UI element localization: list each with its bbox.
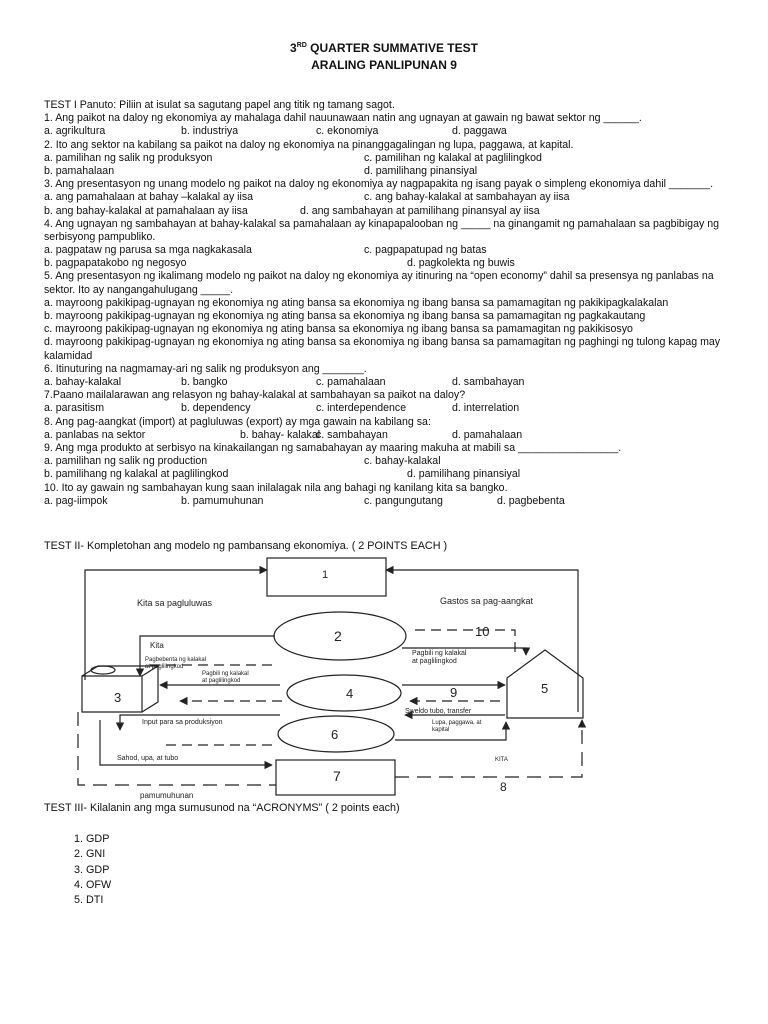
q5-option-a: a. mayroong pakikipag-ugnayan ng ekonomiya ng ating bansa sa ekonomiya ng ibang bansa sa pamamagitan ng pakikipagkalakalan [44, 296, 669, 309]
q7-option-b: b. dependency [181, 402, 251, 415]
q10-option-d: d. pagbebenta [497, 494, 565, 507]
question-2-options-row-2 [44, 165, 734, 178]
label-lupa-paggawa: Lupa, paggawa, at [432, 720, 482, 726]
q6-option-a: a. bahay-kalakal [44, 376, 122, 389]
question-2-options-row-1 [44, 152, 734, 165]
label-3: 3 [114, 690, 122, 705]
label-kapital: kapital [432, 727, 450, 733]
q3-option-c: c. ang bahay-kalakal at sambahayan ay iisa [364, 191, 570, 204]
title-quarter-number: 3 [290, 41, 297, 55]
question-4-options-row-1 [44, 244, 734, 257]
acronym-item: 1. GDP [86, 832, 111, 847]
question-9: 9. Ang mga produkto at serbisyo na kinakailangan ng samabahayan ay maaring makuha at mabili sa _________________. [44, 441, 622, 454]
label-sweldo: Sweldo tubo, transfer [405, 708, 472, 715]
q4-option-a: a. pagpataw ng parusa sa mga nagkakasala [44, 244, 252, 257]
q9-option-d: d. pamilihang pinansiyal [407, 468, 521, 481]
question-7-options [44, 402, 734, 415]
label-1: 1 [322, 569, 329, 581]
q9-option-b: b. pamilihang ng kalakal at paglilingkod [44, 468, 229, 481]
label-6: 6 [331, 727, 339, 742]
question-3: 3. Ang presentasyon ng unang modelo ng paikot na daloy ng ekonomiya ay nagpapakita ng isang payak o simpleng ekonomiya dahil _______. [44, 178, 714, 191]
q9-option-c: c. bahay-kalakal [364, 455, 441, 468]
label-pagbebenta-line-2: at paglilingkod [145, 664, 184, 670]
acronym-list [62, 832, 111, 908]
label-8: 8 [500, 780, 507, 794]
q3-option-d: d. ang sambahayan at pamilihang pinansyal ay iisa [300, 204, 540, 217]
q7-option-c: c. interdependence [316, 402, 407, 415]
q3-option-a: a. ang pamahalaan at bahay –kalakal ay iisa [44, 191, 254, 204]
q8-option-a: a. panlabas na sektor [44, 428, 146, 441]
q10-option-b: b. pamumuhunan [181, 494, 264, 507]
question-2: 2. Ito ang sektor na kabilang sa paikot na daloy ng ekonomiya na pinanggagalingan ng lupa, paggawa, at kapital. [44, 138, 574, 151]
firm-box-3 [82, 676, 142, 712]
label-10: 10 [475, 624, 490, 639]
q1-option-c: c. ekonomiya [316, 125, 379, 138]
q6-option-d: d. sambahayan [452, 376, 525, 389]
test-1-section [44, 99, 734, 508]
label-input-para-sa-produksiyon: Input para sa produksiyon [142, 719, 223, 726]
question-1-options [44, 125, 734, 138]
test-1-instructions: TEST I Panuto: Piliin at isulat sa sagutang papel ang titik ng tamang sagot. [44, 99, 395, 111]
acronym-item: 3. GDP [86, 863, 111, 878]
q2-option-b: b. pamahalaan [44, 164, 115, 177]
label-5: 5 [541, 681, 549, 696]
label-kita-sa-pagluluwas: Kita sa pagluluwas [137, 598, 213, 608]
acronym-item: 4. OFW [86, 878, 111, 893]
q4-option-b: b. pagpapatakobo ng negosyo [44, 257, 187, 270]
q10-option-c: c. pangungutang [364, 494, 443, 507]
title-ordinal-suffix: RD [296, 42, 307, 49]
test-3-heading: TEST III- Kilalanin ang mga sumusunod na “ACRONYMS” ( 2 points each) [44, 802, 400, 814]
label-pagbili-left-line-1: Pagbili ng kalakal [202, 671, 249, 677]
q1-option-a: a. agrikultura [44, 125, 106, 138]
q2-option-c: c. pamilihan ng kalakal at paglilingkod [364, 151, 542, 164]
label-pagbebenta-line-1: Pagbebenta ng kalakal [145, 657, 207, 663]
question-10-options [44, 495, 734, 508]
question-3-options-row-1 [44, 191, 734, 204]
q5-option-c: c. mayroong pakikipag-ugnayan ng ekonomiya ng ating bansa sa ekonomiya ng ibang bansa sa pamamagitan ng pakikisosyo [44, 323, 633, 336]
label-9: 9 [450, 685, 458, 700]
q2-option-a: a. pamilihan ng salik ng produksyon [44, 151, 213, 164]
label-pagbili-right-line-1: Pagbili ng kalakal [412, 650, 467, 657]
q3-option-b: b. ang bahay-kalakal at pamahalaan ay iisa [44, 204, 248, 217]
acronym-item: 5. DTI [86, 893, 111, 908]
label-4: 4 [346, 686, 354, 701]
import-arrow [386, 570, 578, 712]
label-gastos-sa-pag-aangkat: Gastos sa pag-aangkat [440, 596, 534, 606]
ellipse-4 [287, 675, 401, 711]
question-7: 7.Paano mailalarawan ang relasyon ng bahay-kalakal at sambahayan sa paikot na daloy? [44, 389, 466, 402]
question-9-options-row-1 [44, 455, 734, 468]
question-8-options [44, 429, 734, 442]
label-pamumuhunan: pamumuhunan [140, 791, 194, 800]
label-2: 2 [334, 628, 342, 644]
question-6-options [44, 376, 734, 389]
q6-option-b: b. bangko [181, 376, 228, 389]
q8-option-b: b. bahay- kalakal [240, 428, 321, 441]
question-4-options-row-2 [44, 257, 734, 270]
q4-option-c: c. pagpapatupad ng batas [364, 244, 487, 257]
q2-option-d: d. pamilihang pinansiyal [364, 164, 478, 177]
question-9-options-row-2 [44, 468, 734, 481]
q8-option-c: c. sambahayan [316, 428, 388, 441]
label-kita-right: KITA [495, 757, 508, 763]
q9-option-a: a. pamilihan ng salik ng production [44, 455, 208, 468]
q5-option-b: b. mayroong pakikipag-ugnayan ng ekonomiya ng ating bansa sa ekonomiya ng ibang bansa sa pamamagitan ng pagkakautang [44, 310, 646, 323]
label-kita: Kita [150, 641, 164, 650]
question-8: 8. Ang pag-aangkat (import) at pagluluwas (export) ay mga gawain na kabilang sa: [44, 415, 431, 428]
acronym-item: 2. GNI [86, 847, 111, 862]
test-title [0, 41, 768, 55]
q10-option-a: a. pag-iimpok [44, 494, 108, 507]
q8-option-d: d. pamahalaan [452, 428, 523, 441]
question-6: 6. Itinuturing na nagmamay-ari ng salik ng produksyon ang _______. [44, 362, 367, 375]
label-pagbili-right-line-2: at paglilingkod [412, 658, 457, 665]
question-3-options-row-2 [44, 205, 734, 218]
test-2-heading: TEST II- Kompletohan ang modelo ng pambansang ekonomiya. ( 2 POINTS EACH ) [44, 540, 448, 552]
q6-option-c: c. pamahalaan [316, 376, 386, 389]
circular-flow-diagram [0, 550, 768, 800]
question-1: 1. Ang paikot na daloy ng ekonomiya ay mahalaga dahil nauunawaan natin ang ugnayan at gawain ng bawat sektor ng ______. [44, 112, 642, 125]
q4-option-d: d. pagkolekta ng buwis [407, 257, 515, 270]
question-4: 4. Ang ugnayan ng sambahayan at bahay-kalakal sa pamahalaan ay kinapapalooban ng _____ na ginangamit ng pamahalaan sa pagbibigay ng serbisyong pampubliko. [44, 217, 719, 243]
title-text: QUARTER SUMMATIVE TEST [306, 41, 478, 55]
q7-option-a: a. parasitism [44, 402, 105, 415]
q1-option-b: b. industriya [181, 125, 239, 138]
test-subject: ARALING PANLIPUNAN 9 [311, 58, 457, 72]
label-sahod-upa-tubo: Sahod, upa, at tubo [117, 755, 179, 762]
q5-option-d: d. mayroong pakikipag-ugnayan ng ekonomiya ng ating bansa sa ekonomiya ng ibang bansa sa pamamagitan ng paghingi ng tulong kapag may kalamidad [44, 336, 721, 362]
q7-option-d: d. interrelation [452, 402, 520, 415]
question-10: 10. Ito ay gawain ng sambahayan kung saan inilalagak nila ang bahagi ng kanilang kita sa bangko. [44, 481, 508, 494]
label-7: 7 [333, 768, 341, 784]
q1-option-d: d. paggawa [452, 125, 507, 138]
question-5: 5. Ang presentasyon ng ikalimang modelo ng paikot na daloy ng ekonomiya ay itinuring na “open economy” dahil sa presensya ng panlabas na sektor. Ito ay nangangahulugang _____. [44, 270, 714, 296]
label-pagbili-left-line-2: at paglilingkod [202, 678, 241, 684]
